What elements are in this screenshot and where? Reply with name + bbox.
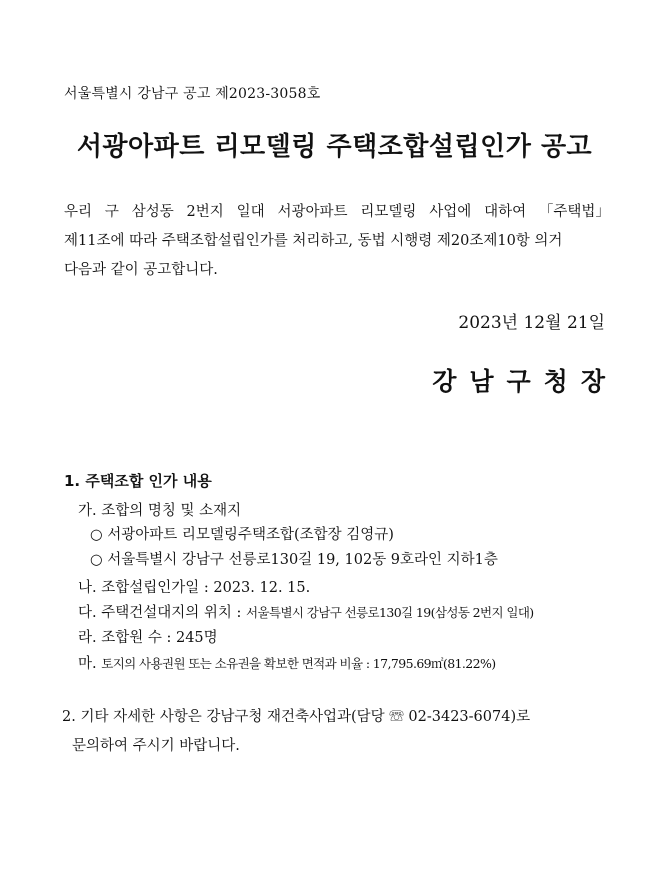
item-ga-sub-2: ○ 서울특별시 강남구 선릉로130길 19, 102동 9호라인 지하1층 <box>90 552 498 568</box>
section-2-line-1: 2. 기타 자세한 사항은 강남구청 재건축사업과(담당 ☏ 02-3423-6074)로 <box>62 709 531 725</box>
item-ga: 가. 조합의 명칭 및 소재지 <box>78 503 242 519</box>
section-1-heading: 1. 주택조합 인가 내용 <box>64 472 212 490</box>
item-ra: 라. 조합원 수 : 245명 <box>78 630 218 646</box>
section-1 <box>64 470 212 491</box>
intro-line-2: 제11조에 따라 주택조합설립인가를 처리하고, 동법 시행령 제20조제10항 의거 <box>64 233 563 249</box>
section-2 <box>62 703 530 761</box>
item-da <box>78 601 534 622</box>
section-2-line-2: 문의하여 주시기 바랍니다. <box>72 738 240 754</box>
intro-line-3: 다음과 같이 공고합니다. <box>64 262 218 278</box>
intro-paragraph <box>64 198 610 285</box>
item-ma-value: 토지의 사용권원 또는 소유권을 확보한 면적과 비율 : 17,795.69㎡(81.22%) <box>101 656 496 671</box>
intro-line-1: 우리 구 삼성동 2번지 일대 서광아파트 리모델링 사업에 대하여 「주택법」 <box>64 204 610 220</box>
item-da-label: 다. 주택건설대지의 위치 : <box>78 605 242 621</box>
item-ma-label: 마. <box>78 656 97 672</box>
item-na: 나. 조합설립인가일 : 2023. 12. 15. <box>78 580 311 596</box>
notice-number: 서울특별시 강남구 공고 제2023-3058호 <box>64 86 321 102</box>
item-ga-sub-1: ○ 서광아파트 리모델링주택조합(조합장 김영규) <box>90 527 394 543</box>
item-da-value: 서울특별시 강남구 선릉로130길 19(삼성동 2번지 일대) <box>246 605 534 620</box>
item-ma <box>78 652 496 673</box>
issuer-name: 강남구청장 <box>432 367 618 396</box>
page-title: 서광아파트 리모델링 주택조합설립인가 공고 <box>76 132 593 162</box>
notice-date: 2023년 12월 21일 <box>458 313 605 333</box>
